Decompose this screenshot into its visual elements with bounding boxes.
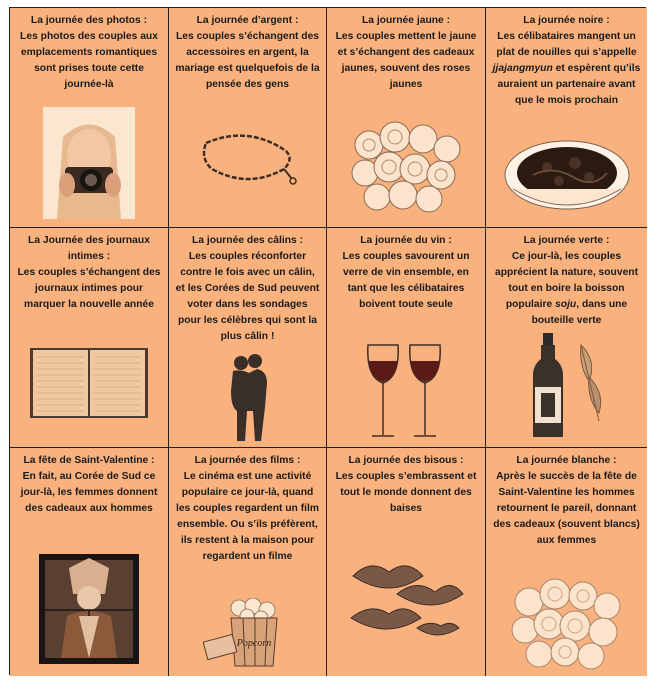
card-title: La journée jaune : xyxy=(361,15,451,26)
roses-bouquet-icon xyxy=(327,115,485,215)
card-body-pre: Ce jour-là, les couples apprécient la nature, souvent tout en boire la boisson populaire xyxy=(494,251,639,310)
card-title: La journée des câlins : xyxy=(191,235,303,246)
card-title: La Journée des journaux intimes : xyxy=(28,235,150,262)
hugging-couple-icon xyxy=(169,351,326,443)
popcorn-tickets-icon xyxy=(169,598,326,668)
wine-glasses-icon xyxy=(327,343,485,439)
card-body: Les couples s’embrassent et tout le monde donnent des baises xyxy=(335,471,477,514)
card-body: Les photos des couples aux emplacements romantiques sont prises toute cette journée-là xyxy=(20,31,158,90)
card-body: Les couples mettent le jaune et s’échangent des cadeaux jaunes, souvent des roses jaunes xyxy=(335,31,477,90)
card-verte xyxy=(486,228,647,448)
card-title: La journée des bisous : xyxy=(348,455,464,466)
popcorn-label: Popcorn xyxy=(236,638,271,649)
card-jaune xyxy=(327,8,486,228)
card-vin xyxy=(327,228,486,448)
card-noire xyxy=(486,8,647,228)
noodle-bowl-icon xyxy=(486,135,647,217)
calendar-grid xyxy=(9,7,646,675)
soju-bottle-icon xyxy=(486,331,647,441)
open-diary-icon xyxy=(10,347,168,419)
card-title: La journée des photos : xyxy=(30,15,148,26)
card-body: En fait, au Corée de Sud ce jour-là, les femmes donnent des cadeaux aux hommes xyxy=(20,471,158,514)
card-title: La journée blanche : xyxy=(516,455,617,466)
card-bisous xyxy=(327,448,486,676)
card-body-italic: soju xyxy=(555,299,577,310)
silver-bracelet-icon xyxy=(169,129,326,189)
card-title: La journée verte : xyxy=(523,235,610,246)
card-title: La fête de Saint-Valentine : xyxy=(23,455,155,466)
saint-valentine-icon xyxy=(10,554,168,664)
card-title: La journée du vin : xyxy=(360,235,452,246)
card-body-pre: Les célibataires mangent un plat de nouilles qui s’appelle xyxy=(496,31,637,58)
card-body-post: et espèrent qu’ils auraient un partenaire avant que le mois prochain xyxy=(497,63,641,106)
card-body: Les couples réconforter contre le fois avec un câlin, et les Corées de Sud peuvent voter dans les sondages pour les célèbres qui sont la plus câlin ! xyxy=(175,251,320,342)
card-journaux xyxy=(10,228,169,448)
lips-kisses-icon xyxy=(327,554,485,646)
card-blanche xyxy=(486,448,647,676)
card-photos xyxy=(10,8,169,228)
card-calins xyxy=(169,228,327,448)
card-body: Les couples s’échangent des accessoires en argent, la mariage est quelquefois de la pensée des gens xyxy=(175,31,320,90)
card-saint-valentine xyxy=(10,448,169,676)
card-argent xyxy=(169,8,327,228)
camera-photo-icon xyxy=(10,107,168,219)
card-body: Après le succès de la fête de Saint-Valentine les hommes retournent le pareil, donnant des cadeaux (souvent blancs) aux femmes xyxy=(493,471,640,546)
card-body-italic: jjajangmyun xyxy=(492,63,553,74)
card-body-post: , dans une bouteille verte xyxy=(531,299,628,326)
card-body: Les couples savourent un verre de vin ensemble, en tant que les célibataires boivent toute seule xyxy=(342,251,470,310)
card-films xyxy=(169,448,327,676)
card-title: La journée des films : xyxy=(194,455,301,466)
card-body: Le cinéma est une activité populaire ce jour-là, quand les couples regardent un film ensemble. Ou s’ils préfèrent, ils restent à la maison pour regardent un filme xyxy=(175,471,320,562)
card-title: La journée d’argent : xyxy=(196,15,299,26)
white-roses-icon xyxy=(486,574,647,670)
card-title: La journée noire : xyxy=(523,15,610,26)
card-body: Les couples s’échangent des journaux intimes pour marquer la nouvelle année xyxy=(17,267,161,310)
